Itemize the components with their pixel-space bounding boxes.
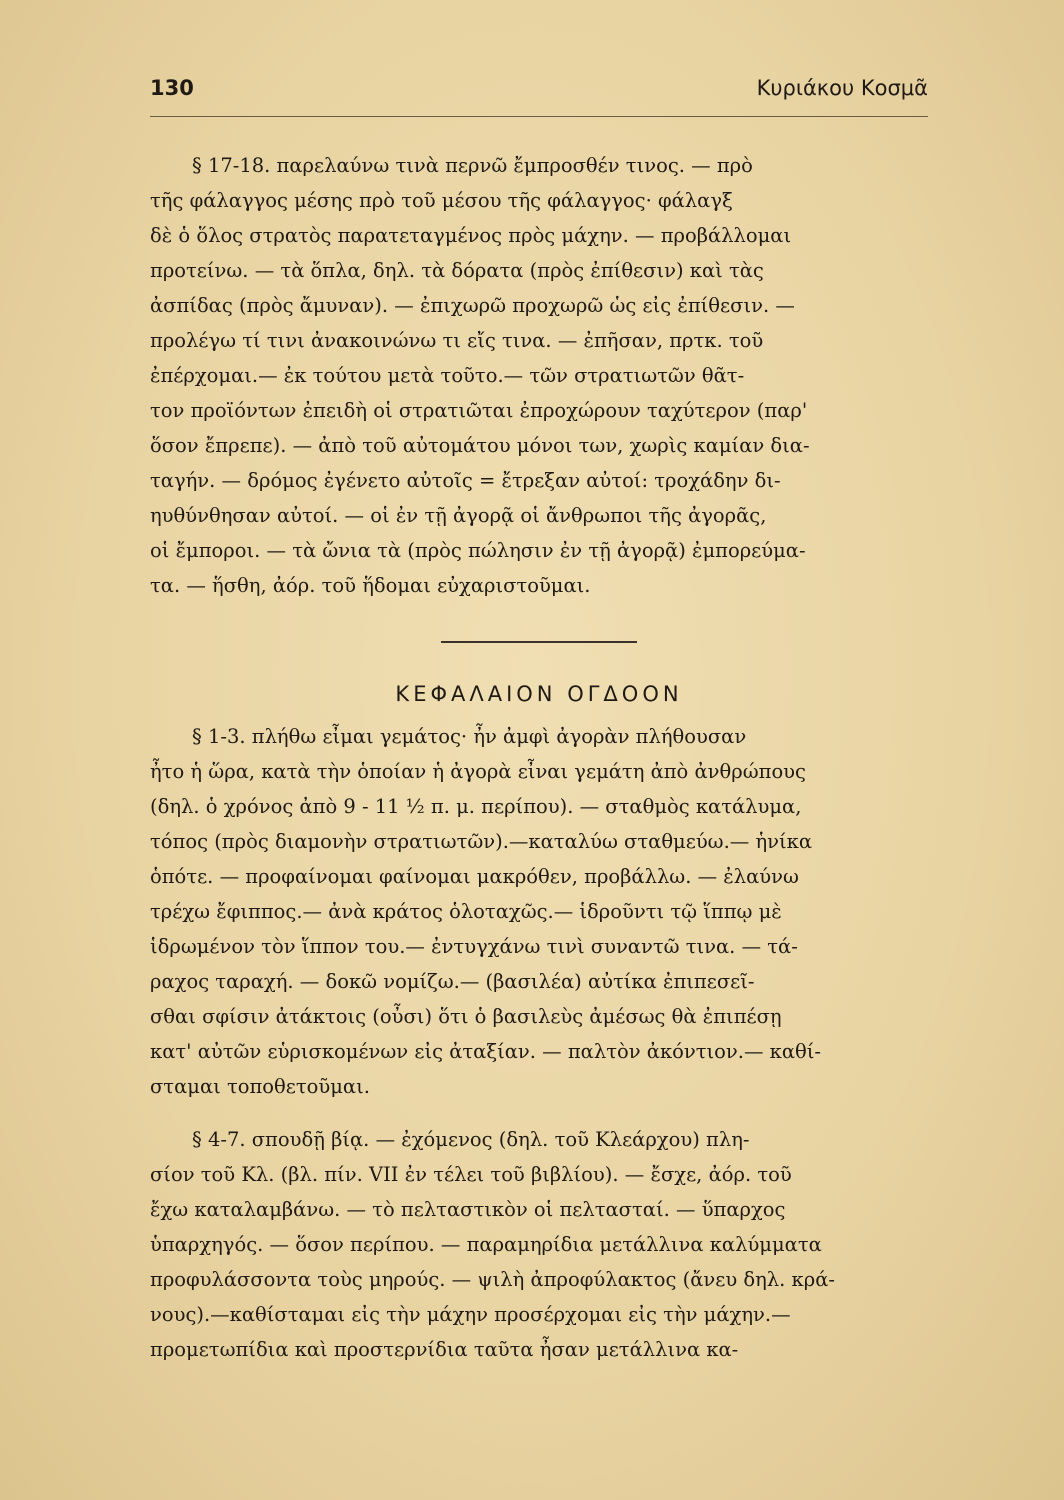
text-line: ἐπέρχομαι.— ἐκ τούτου μετὰ τοῦτο.— τῶν στρατιωτῶν θᾶτ- [150, 364, 745, 387]
text-line: προφυλάσσοντα τοὺς μηρούς. — ψιλὴ ἀπροφύλακτος (ἄνευ δηλ. κρά- [150, 1268, 835, 1291]
text-line: προτείνω. — τὰ ὅπλα, δηλ. τὰ δόρατα (πρὸς ἐπίθεσιν) καὶ τὰς [150, 259, 764, 282]
text-line: ταγήν. — δρόμος ἐγένετο αὐτοῖς = ἔτρεξαν αὐτοί: τροχάδην δι- [150, 469, 781, 492]
text-line: (δηλ. ὁ χρόνος ἀπὸ 9 - 11 ½ π. μ. περίπου). — σταθμὸς κατάλυμα, [150, 795, 802, 818]
text-line: τα. — ἥσθη, ἀόρ. τοῦ ἥδομαι εὐχαριστοῦμαι. [150, 574, 591, 597]
text-line: ὑπαρχηγός. — ὅσον περίπου. — παραμηρίδια μετάλλινα καλύμματα [150, 1233, 822, 1256]
section-4-7 [150, 1122, 928, 1367]
section-1-3 [150, 719, 928, 1104]
section-divider [441, 641, 637, 643]
chapter-title: ΚΕΦΑΛΑΙΟΝ ΟΓΔΟΟΝ [395, 682, 683, 706]
text-line: κατ' αὐτῶν εὑρισκομένων εἰς ἀταξίαν. — παλτὸν ἀκόντιον.— καθί- [150, 1040, 821, 1063]
text-line: δὲ ὁ ὅλος στρατὸς παρατεταγμένος πρὸς μάχην. — προβάλλομαι [150, 224, 792, 247]
text-line: νους).—καθίσταμαι εἰς τὴν μάχην προσέρχομαι εἰς τὴν μάχην.— [150, 1303, 791, 1326]
running-head: Κυριάκου Κοσμᾶ [756, 76, 928, 100]
text-line: ἦτο ἡ ὥρα, κατὰ τὴν ὁποίαν ἡ ἀγορὰ εἶναι γεμάτη ἀπὸ ἀνθρώπους [150, 760, 806, 783]
text-line: τρέχω ἔφιππος.— ἀνὰ κράτος ὁλοταχῶς.— ἱδροῦντι τῷ ἵππῳ μὲ [150, 900, 782, 923]
text-line: προμετωπίδια καὶ προστερνίδια ταῦτα ἦσαν μετάλλινα κα- [150, 1338, 739, 1361]
page-number: 130 [150, 76, 194, 100]
text-line: ὁπότε. — προφαίνομαι φαίνομαι μακρόθεν, προβάλλω. — ἐλαύνω [150, 865, 799, 888]
text-line: σθαι σφίσιν ἀτάκτοις (οὖσι) ὅτι ὁ βασιλεὺς ἀμέσως θὰ ἐπιπέσῃ [150, 1005, 782, 1028]
text-line: ὅσον ἔπρεπε). — ἀπὸ τοῦ αὐτομάτου μόνοι των, χωρὶς καμίαν δια- [150, 434, 810, 457]
header-rule [150, 116, 928, 117]
body-text [150, 148, 928, 1367]
text-line: § 1-3. πλήθω εἶμαι γεμάτος· ἦν ἀμφὶ ἀγορὰν πλήθουσαν [192, 725, 747, 748]
section-17-18 [150, 148, 928, 603]
text-line: ἀσπίδας (πρὸς ἄμυναν). — ἐπιχωρῶ προχωρῶ ὡς εἰς ἐπίθεσιν. — [150, 294, 795, 317]
text-line: προλέγω τί τινι ἀνακοινώνω τι εἴς τινα. — ἐπῆσαν, πρτκ. τοῦ [150, 329, 764, 352]
text-line: ραχος ταραχή. — δοκῶ νομίζω.— (βασιλέα) αὐτίκα ἐπιπεσεῖ- [150, 970, 755, 993]
text-line: οἱ ἔμποροι. — τὰ ὤνια τὰ (πρὸς πώλησιν ἐν τῇ ἀγορᾷ) ἐμπορεύμα- [150, 539, 806, 562]
text-line: ηυθύνθησαν αὐτοί. — οἱ ἐν τῇ ἀγορᾷ οἱ ἄνθρωποι τῆς ἀγορᾶς, [150, 504, 767, 527]
text-line: τόπος (πρὸς διαμονὴν στρατιωτῶν).—καταλύω σταθμεύω.— ἡνίκα [150, 830, 813, 853]
text-line: ἱδρωμένον τὸν ἵππον του.— ἐντυγχάνω τινὶ συναντῶ τινα. — τά- [150, 935, 798, 958]
page-header [150, 76, 928, 106]
text-line: § 4-7. σπουδῇ βίᾳ. — ἐχόμενος (δηλ. τοῦ Κλεάρχου) πλη- [192, 1128, 750, 1151]
text-line: ἔχω καταλαμβάνω. — τὸ πελταστικὸν οἱ πελτασταί. — ὕπαρχος [150, 1198, 786, 1221]
text-line: σταμαι τοποθετοῦμαι. [150, 1075, 370, 1098]
text-line: τῆς φάλαγγος μέσης πρὸ τοῦ μέσου τῆς φάλαγγος· φάλαγξ [150, 189, 733, 212]
text-line: § 17-18. παρελαύνω τινὰ περνῶ ἔμπροσθέν τινος. — πρὸ [192, 154, 753, 177]
text-line: τον προϊόντων ἐπειδὴ οἱ στρατιῶται ἐπροχώρουν ταχύτερον (παρ' [150, 399, 808, 422]
text-line: σίον τοῦ Κλ. (βλ. πίν. VII ἐν τέλει τοῦ βιβλίου). — ἔσχε, ἀόρ. τοῦ [150, 1163, 792, 1186]
